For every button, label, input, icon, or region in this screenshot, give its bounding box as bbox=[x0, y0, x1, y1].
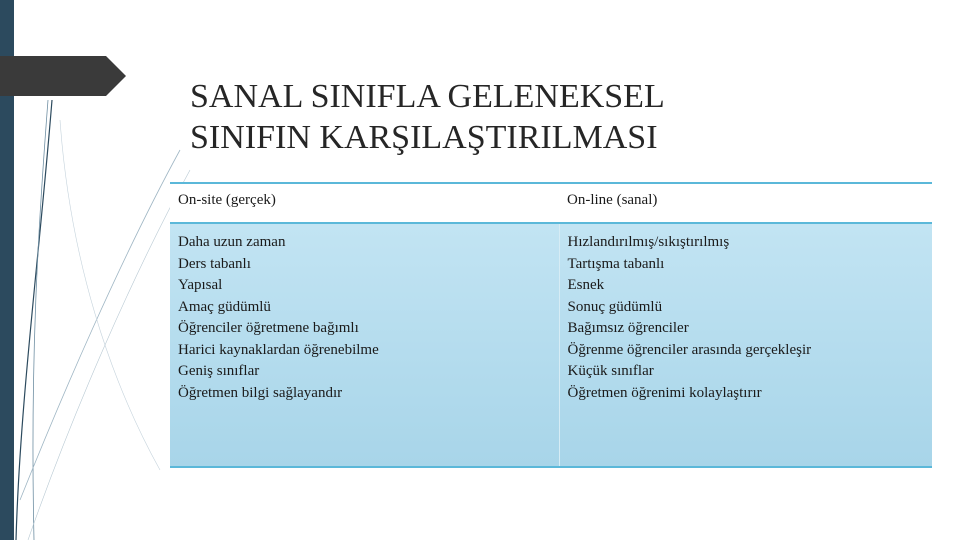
slide-title-line-1: SANAL SINIFLA GELENEKSEL bbox=[190, 78, 665, 115]
onsite-list bbox=[178, 232, 551, 404]
list-item: Öğretmen bilgi sağlayandır bbox=[178, 384, 343, 401]
list-item: Küçük sınıflar bbox=[567, 363, 654, 379]
online-list bbox=[568, 232, 925, 404]
slide-title bbox=[190, 76, 910, 158]
list-item: Bağımsız öğrenciler bbox=[567, 320, 689, 336]
list-item: Öğrenme öğrenciler arasında gerçekleşir bbox=[567, 341, 812, 358]
list-item: Hızlandırılmış/sıkıştırılmış bbox=[567, 234, 730, 250]
list-item: Harici kaynaklardan öğrenebilme bbox=[178, 341, 379, 358]
list-item: Geniş sınıflar bbox=[178, 363, 260, 379]
header-online: On-line (sanal) bbox=[559, 183, 932, 223]
list-item: Öğretmen öğrenimi kolaylaştırır bbox=[567, 384, 762, 401]
onsite-cell bbox=[170, 223, 559, 467]
header-onsite: On-site (gerçek) bbox=[170, 183, 559, 223]
online-cell bbox=[559, 223, 932, 467]
list-item: Daha uzun zaman bbox=[178, 234, 286, 250]
list-item: Yapısal bbox=[178, 277, 223, 293]
list-item: Öğrenciler öğretmene bağımlı bbox=[178, 320, 359, 336]
title-tab-arrow bbox=[0, 56, 126, 96]
table-header-row bbox=[170, 183, 932, 223]
table-body-row bbox=[170, 223, 932, 467]
list-item: Ders tabanlı bbox=[178, 255, 251, 272]
list-item: Tartışma tabanlı bbox=[567, 255, 665, 272]
list-item: Sonuç güdümlü bbox=[567, 298, 663, 315]
comparison-table bbox=[170, 182, 932, 468]
list-item: Amaç güdümlü bbox=[178, 298, 271, 315]
list-item: Esnek bbox=[567, 277, 605, 293]
slide-title-line-2: SINIFIN KARŞILAŞTIRILMASI bbox=[190, 119, 658, 156]
